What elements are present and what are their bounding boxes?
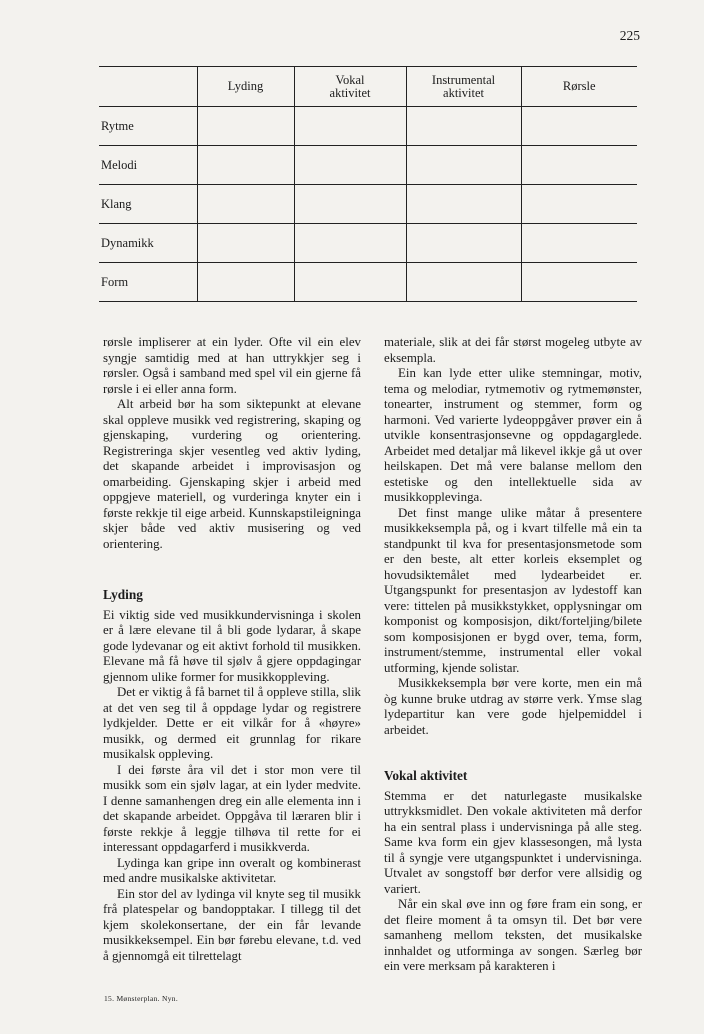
table-cell xyxy=(406,185,521,224)
table-cell xyxy=(197,146,294,185)
table-cell xyxy=(197,224,294,263)
section-heading-vokal-aktivitet: Vokal aktivitet xyxy=(384,768,468,783)
paragraph: Musikkeksempla bør vere korte, men ein må òg kunne bruke utdrag av større verk. Ymse slag lydepartitur kan vere gode hjelpemiddel i arbeidet. xyxy=(384,676,642,737)
table-row xyxy=(99,185,637,224)
table-corner-cell xyxy=(99,67,197,107)
table-cell xyxy=(197,185,294,224)
row-label-melodi: Melodi xyxy=(99,146,197,185)
page-number: 225 xyxy=(619,28,640,43)
paragraph: Ein kan lyde etter ulike stemningar, motiv, tema og melodiar, rytmemotiv og rytmemønster, tonearter, instrument og stemmer, form og harmoni. Ved varierte lydeoppgåver prøver ein å utvikle konsentrasjonsevne og oppdagarglede. Arbeidet med detaljar må likevel ikkje gå ut over heilskapen. Det må vere balanse mellom den estetiske og den intellektuelle sida av musikkopplevinga. xyxy=(384,366,642,504)
paragraph: Det finst mange ulike måtar å presentere musikkeksempla på, og i kvart tilfelle må ein ta standpunkt til kva for presentasjonsmetode som er den beste, alt etter korleis eksemplet og hovudsiktemålet med lydearbeidet er. Utgangspunkt for presentasjon av lydestoff kan vere: tittelen på musikkstykket, opplysningar om komponist og komposisjon, dikt/forteljing/bilete som komposisjonen er bygd over, tema, form, instrument/stemme, instrumental eller vokal utforming, kjende solistar. xyxy=(384,505,642,675)
table-cell xyxy=(406,107,521,146)
table-cell xyxy=(521,263,637,302)
right-text-column xyxy=(384,335,642,975)
table-row xyxy=(99,146,637,185)
paragraph: Ei viktig side ved musikkundervisninga i skolen er å lære elevane til å bli gode lydarar, å skape gode lydevanar og eit aktivt forhold til musikken. Elevane må få høve til sjølv å gjere oppdagingar gjennom ulike former for musikkoppleving. xyxy=(103,607,361,684)
paragraph: Det er viktig å få barnet til å oppleve stilla, slik at det ven seg til å oppdage lydar og registrere lydkjelder. Dette er eit vilkår for å «høyre» musikk, og dermed eit grunnlag for rikare musikalsk oppleving. xyxy=(103,685,361,761)
paragraph: Når ein skal øve inn og føre fram ein song, er det fleire moment å ta omsyn til. Det bør vere samanheng mellom teksten, det musikalske innhaldet og utforminga av songen. Særleg bør ein vere merksam på karakteren i xyxy=(384,897,642,973)
paragraph: rørsle impliserer at ein lyder. Ofte vil ein elev syngje samtidig med at han uttrykkjer seg i rørsler. Også i samband med spel vil ein gjerne få rørsle i ei eller anna form. xyxy=(103,335,361,396)
row-label-rytme: Rytme xyxy=(99,107,197,146)
table-row xyxy=(99,263,637,302)
table-cell xyxy=(406,146,521,185)
header-instrumental: Instrumental aktivitet xyxy=(406,67,521,107)
header-lyding: Lyding xyxy=(197,67,294,107)
paragraph: I dei første åra vil det i stor mon vere til musikk som ein sjølv lagar, at ein lyder medvite. I denne samanhengen dreg ein alle elementa inn i det skapande arbeidet. Oppgåva til læraren blir i første rekkje å leggje tilhøva til rette for ei interessant oppdagarferd i musikkverda. xyxy=(103,762,361,854)
table-cell xyxy=(406,263,521,302)
table-row xyxy=(99,107,637,146)
table-cell xyxy=(521,224,637,263)
table-cell xyxy=(294,263,406,302)
table-cell xyxy=(197,263,294,302)
table-cell xyxy=(294,224,406,263)
table-cell xyxy=(521,146,637,185)
section-heading-lyding: Lyding xyxy=(103,587,143,602)
row-label-klang: Klang xyxy=(99,185,197,224)
paragraph: Lydinga kan gripe inn overalt og kombinerast med andre musikalske aktivitetar. xyxy=(103,855,361,885)
table-cell xyxy=(197,107,294,146)
table-row xyxy=(99,224,637,263)
footnote: 15. Mønsterplan. Nyn. xyxy=(104,994,179,1003)
left-text-column xyxy=(103,335,361,964)
row-label-form: Form xyxy=(99,263,197,302)
paragraph: Ein stor del av lydinga vil knyte seg til musikk frå platespelar og bandopptakar. I tillegg til det kjem skolekonsertane, der ein får levande musikkeksempel. Ein bør førebu elevane, t.d. ved å gjennomgå eit tilrettelagt xyxy=(103,886,361,963)
header-rorsle: Rørsle xyxy=(521,67,637,107)
table-cell xyxy=(294,146,406,185)
table-header-row xyxy=(99,67,637,107)
row-label-dynamikk: Dynamikk xyxy=(99,224,197,263)
table-cell xyxy=(521,185,637,224)
paragraph: Alt arbeid bør ha som siktepunkt at elevane skal oppleve musikk ved registrering, skaping og gjenskaping, vurdering og orientering. Registreringa skjer vesentleg ved aktiv lyding, det skapande arbeidet i improvisasjon og omarbeiding. Gjenskaping skjer i arbeid med oppgjeve materiell, og vurderinga knyter ein i første rekkje til eige arbeid. Kunnskapstileigninga skjer både ved aktiv musisering og ved orientering. xyxy=(103,397,361,551)
activity-matrix-table xyxy=(99,66,637,302)
table-cell xyxy=(521,107,637,146)
paragraph: materiale, slik at dei får størst mogeleg utbyte av eksempla. xyxy=(384,335,642,365)
table-cell xyxy=(294,185,406,224)
table-cell xyxy=(406,224,521,263)
paragraph: Stemma er det naturlegaste musikalske uttrykksmidlet. Den vokale aktiviteten må derfor ha ein sentral plass i undervisninga på alle steg. Same kva form ein gjev klassesongen, må lysta til å syngje vere utgangspunktet i undervisninga. Utvalet av songstoff bør derfor vere allsidig og variert. xyxy=(384,788,642,896)
table-cell xyxy=(294,107,406,146)
header-vokal: Vokal aktivitet xyxy=(294,67,406,107)
